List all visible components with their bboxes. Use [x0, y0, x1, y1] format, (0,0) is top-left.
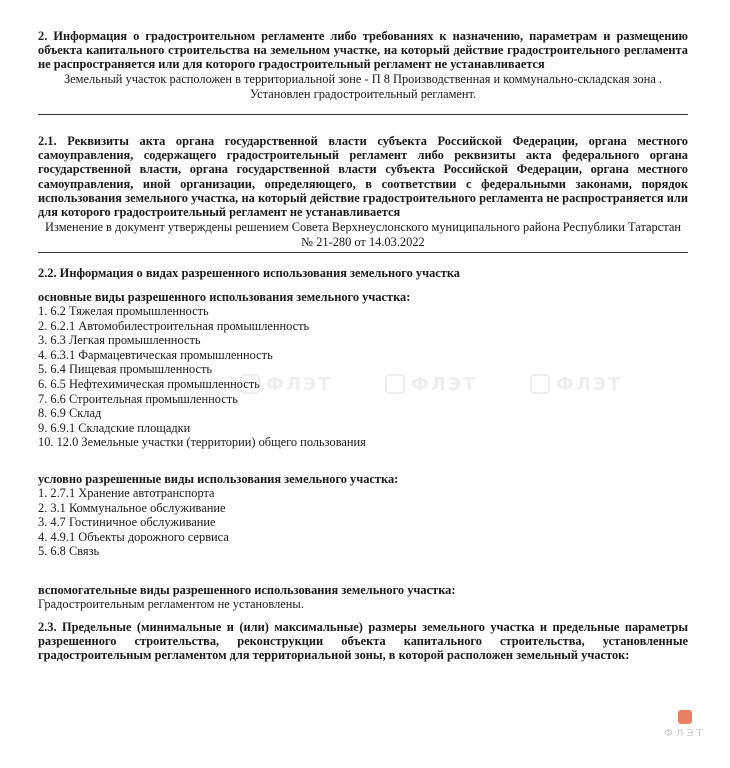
- conditional-uses-title: условно разрешенные виды использования земельного участка:: [38, 472, 399, 486]
- watermark-text: ФЛЭТ: [266, 373, 333, 395]
- section-2-heading: 2. Информация о градостроительном регламенте либо требованиях к назначению, параметрам и размещению объекта капитального строительства на земельном участке, на который действие градостроительного регламента не распространяется или для которого градостроительный регламент не устанавливается: [38, 29, 688, 72]
- watermark-text: ФЛЭТ: [411, 373, 478, 395]
- list-item: 8. 6.9 Склад: [38, 406, 102, 421]
- list-item: 1. 2.7.1 Хранение автотранспорта: [38, 486, 215, 500]
- list-item: 9. 6.9.1 Складские площадки: [38, 420, 191, 435]
- list-item: 1. 6.2 Тяжелая промышленность: [38, 304, 209, 318]
- list-item: 10. 12.0 Земельные участки (территории) общего пользования: [38, 435, 366, 450]
- watermark: [530, 373, 622, 395]
- section-2-zone-text: Земельный участок расположен в территориальной зоне - П 8 Производственная и коммунально-складская зона .: [63, 72, 663, 86]
- auxiliary-uses-text: Градостроительным регламентом не установлены.: [38, 597, 304, 611]
- section-2-2-heading: 2.2. Информация о видах разрешенного использования земельного участка: [38, 266, 460, 280]
- watermark-icon: [240, 374, 260, 394]
- divider-line: [38, 114, 688, 115]
- list-item: 5. 6.8 Связь: [38, 544, 100, 559]
- logo-text: ФЛЭТ: [664, 728, 706, 739]
- section-2-1-act-text: Изменение в документ утверждены решением Совета Верхнеуслонского муниципального района Республики Татарстан: [45, 220, 681, 234]
- list-item: 4. 4.9.1 Объекты дорожного сервиса: [38, 529, 229, 544]
- list-item: 2. 3.1 Коммунальное обслуживание: [38, 500, 226, 515]
- brand-logo: [655, 710, 715, 739]
- logo-icon: [678, 710, 692, 724]
- watermark: [385, 373, 477, 395]
- list-item: 4. 6.3.1 Фармацевтическая промышленность: [38, 347, 273, 362]
- auxiliary-uses-title: вспомогательные виды разрешенного использования земельного участка:: [38, 583, 456, 597]
- list-item: 2. 6.2.1 Автомобилестроительная промышленность: [38, 318, 310, 333]
- section-2-1-act-number: № 21-280 от 14.03.2022: [301, 235, 425, 249]
- watermark-icon: [530, 374, 550, 394]
- section-2-3-heading: 2.3. Предельные (минимальные и (или) максимальные) размеры земельного участка и предельные параметры разрешенного строительства, реконструкции объекта капитального строительства, установленные градостроительным регламентом для территориальной зоны, в которой расположен земельный участок:: [38, 620, 688, 663]
- watermark-text: ФЛЭТ: [556, 373, 623, 395]
- watermark-icon: [385, 374, 405, 394]
- main-uses-title: основные виды разрешенного использования земельного участка:: [38, 290, 411, 304]
- list-item: 7. 6.6 Строительная промышленность: [38, 391, 238, 406]
- section-2-1-heading: 2.1. Реквизиты акта органа государственной власти субъекта Российской Федерации, органа местного самоуправления, содержащего градостроительный регламент либо реквизиты акта федерального органа государственной власти, органа государственной власти субъекта Российской Федерации, органа местного самоуправления, иной организации, определяющего, в соответствии с федеральными законами, порядок использования земельного участка, на который действие градостроительного регламента не распространяется или для которого градостроительный регламент не устанавливается: [38, 134, 688, 220]
- list-item: 3. 6.3 Легкая промышленность: [38, 333, 201, 348]
- conditional-uses-list: [38, 486, 688, 559]
- section-2-regulation-text: Установлен градостроительный регламент.: [249, 87, 477, 101]
- list-item: 3. 4.7 Гостиничное обслуживание: [38, 515, 216, 530]
- list-item: 6. 6.5 Нефтехимическая промышленность: [38, 376, 260, 391]
- list-item: 5. 6.4 Пищевая промышленность: [38, 362, 213, 377]
- watermark: [240, 373, 332, 395]
- divider-line: [38, 252, 688, 253]
